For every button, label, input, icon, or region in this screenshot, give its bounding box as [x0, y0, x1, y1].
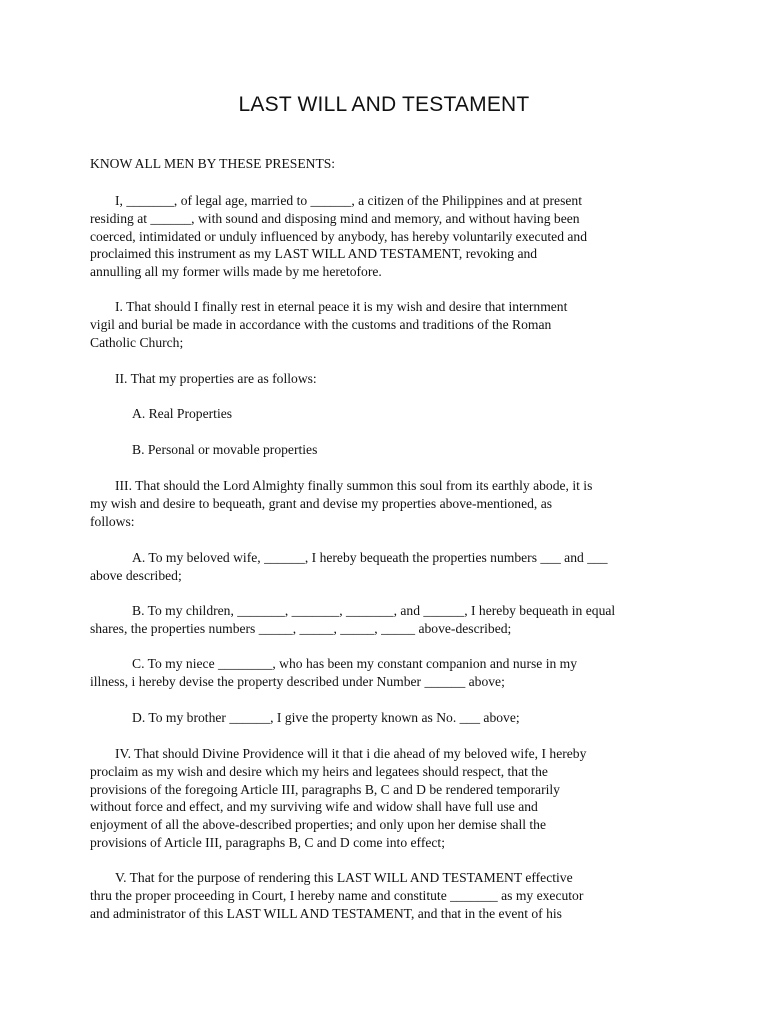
text-line: illness, i hereby devise the property described under Number ______ above; [90, 673, 505, 689]
article-ii [90, 370, 690, 388]
text-line: C. To my niece ________, who has been my constant companion and nurse in my [132, 656, 578, 671]
text-line: residing at ______, with sound and disposing mind and memory, and without having been [90, 210, 580, 226]
article-i [90, 298, 690, 351]
text-line: above described; [90, 567, 182, 583]
text-line: shares, the properties numbers _____, _____, _____, _____ above-described; [90, 620, 512, 636]
text-line: provisions of the foregoing Article III, paragraphs B, C and D be rendered temporarily [90, 781, 560, 797]
bequest-a [90, 549, 690, 585]
text-line: provisions of Article III, paragraphs B, C and D come into effect; [90, 834, 445, 850]
text-line: and administrator of this LAST WILL AND TESTAMENT, and that in the event of his [90, 905, 562, 921]
property-a [90, 405, 690, 423]
text-line: annulling all my former wills made by me heretofore. [90, 264, 382, 280]
article-iii [90, 477, 690, 530]
document-title: LAST WILL AND TESTAMENT [238, 93, 530, 116]
text-line: V. That for the purpose of rendering this LAST WILL AND TESTAMENT effective [115, 870, 573, 885]
text-line: III. That should the Lord Almighty finally summon this soul from its earthly abode, it is [115, 478, 593, 493]
text-line: A. Real Properties [132, 406, 233, 421]
text-line: I, _______, of legal age, married to ______, a citizen of the Philippines and at present [115, 193, 582, 208]
text-line: Catholic Church; [90, 334, 184, 350]
text-line: without force and effect, and my surviving wife and widow shall have full use and [90, 799, 538, 815]
text-line: enjoyment of all the above-described properties; and only upon her demise shall the [90, 817, 547, 833]
article-iv [90, 745, 690, 852]
intro-paragraph [90, 192, 690, 281]
text-line: thru the proper proceeding in Court, I hereby name and constitute _______ as my executor [90, 887, 584, 903]
salutation [90, 155, 690, 173]
bequest-c [90, 655, 690, 691]
text-line: proclaimed this instrument as my LAST WILL AND TESTAMENT, revoking and [90, 246, 538, 262]
text-line: I. That should I finally rest in eternal peace it is my wish and desire that internment [115, 299, 568, 314]
bequest-b [90, 602, 690, 638]
salutation-text: KNOW ALL MEN BY THESE PRESENTS: [90, 156, 336, 171]
text-line: II. That my properties are as follows: [115, 371, 317, 386]
text-line: A. To my beloved wife, ______, I hereby bequeath the properties numbers ___ and ___ [132, 550, 608, 565]
text-line: coerced, intimidated or unduly influenced by anybody, has hereby voluntarily executed and [90, 228, 588, 244]
text-line: follows: [90, 513, 135, 529]
text-line: B. To my children, _______, _______, _______, and ______, I hereby bequeath in equal [132, 603, 616, 618]
text-line: IV. That should Divine Providence will it that i die ahead of my beloved wife, I hereby [115, 746, 587, 761]
text-line: D. To my brother ______, I give the property known as No. ___ above; [132, 710, 520, 725]
bequest-d [90, 709, 690, 727]
property-b [90, 441, 690, 459]
text-line: proclaim as my wish and desire which my heirs and legatees should respect, that the [90, 763, 548, 779]
article-v [90, 869, 690, 922]
text-line: vigil and burial be made in accordance with the customs and traditions of the Roman [90, 316, 552, 332]
text-line: B. Personal or movable properties [132, 442, 318, 457]
text-line: my wish and desire to bequeath, grant and devise my properties above-mentioned, as [90, 495, 553, 511]
